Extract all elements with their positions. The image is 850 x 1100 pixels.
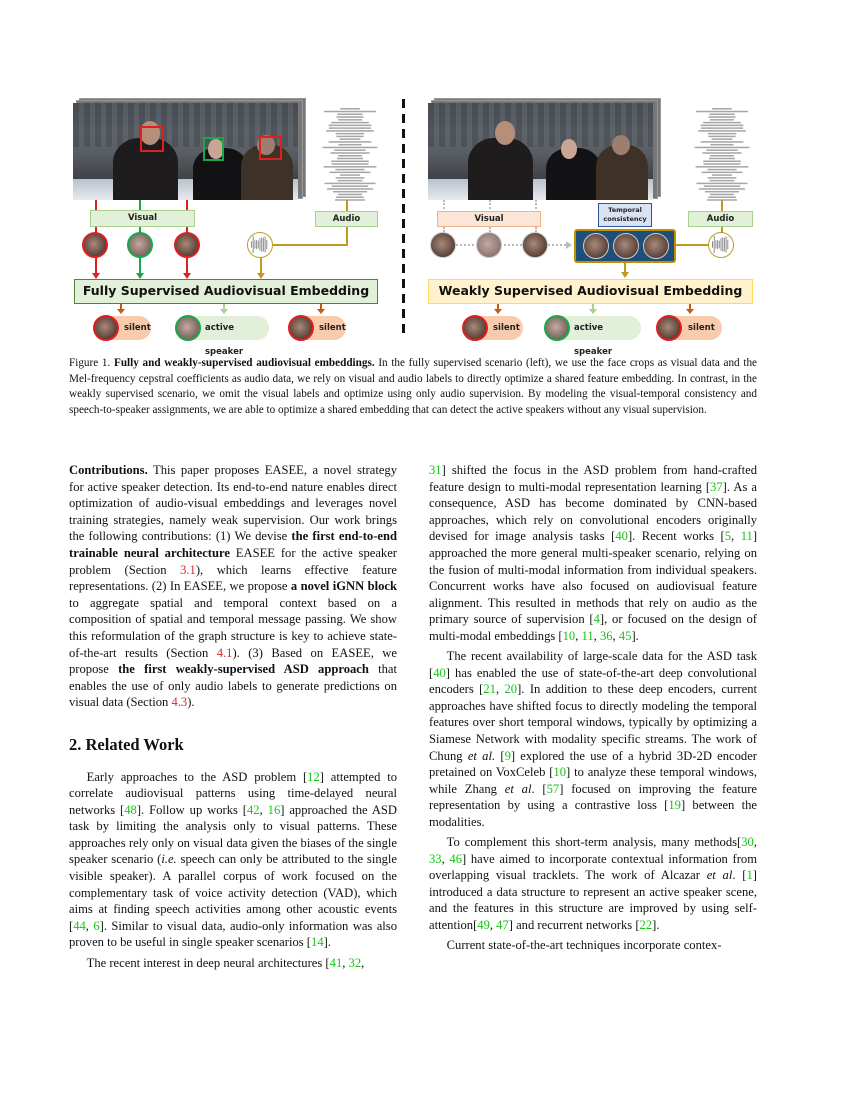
citation-link[interactable]: 10 [562,628,576,643]
face-crop-active [127,232,153,258]
citation-link[interactable]: 10 [553,765,567,780]
text-run: ] attempted to correlate audiovisual patterns using time-delayed neural networks [ [69,769,397,817]
paragraph [429,834,757,934]
waveform-bar [336,196,364,198]
waveform-bar [710,155,734,157]
text-run: ]. [652,918,660,933]
waveform-bar [338,194,362,196]
text-run: The recent availability of large-scale data for the ASD task [ [429,649,757,680]
waveform-bar [703,161,741,163]
waveform-bar [708,177,737,179]
text-run: , [259,802,268,817]
bold-text: Contributions. [69,463,148,477]
bold-text: the first end-to-end trainable neural architecture [69,529,397,560]
output-active-speaker: active speaker [546,316,641,340]
output-silent: silent [95,316,151,340]
waveform-bar [340,138,361,140]
waveform-bar [696,166,749,168]
section-heading: 2. Related Work [69,734,184,754]
audio-label: Audio [315,211,378,227]
italic-text: et al [504,781,532,796]
waveform-bar [323,147,378,149]
waveform-bar [709,116,736,118]
waveform-bar [327,188,373,190]
waveform-bar [337,158,363,160]
citation-link[interactable]: 37 [710,479,723,494]
text-run: ]. Follow up works [ [136,802,247,817]
waveform-bar [260,238,261,250]
text-run: ] have aimed to incorporate contextual information from overlapping visual tracklets. The work of Alcazar [429,851,757,883]
face-box-silent [140,126,164,152]
text-run: ] introduced a data structure to represent an active speaker scene, and the features in this structure are improved by using self-attention[ [429,868,757,933]
waveform-bar [714,236,715,253]
citation-link[interactable]: 46 [449,851,463,866]
waveform-bar [708,196,736,198]
waveform-bar [712,108,732,110]
output-silent: silent [290,316,346,340]
waveform-bar [330,152,369,154]
citation-link[interactable]: 1 [746,868,753,883]
text-run: ]. [323,935,331,950]
text-run: , [731,529,741,544]
waveform-bar [256,240,257,249]
citation-link[interactable]: 57 [546,781,560,796]
citation-link[interactable]: 47 [496,918,509,933]
text-run: ]. In addition to these deep encoders, current approaches have shifted focus to directly modeling the temporal features over short temporal windows, typically by optimizing a Siamese Network with modality specific streams. The work of Chung [429,682,757,763]
citation-link[interactable]: 11 [581,628,594,643]
fully-supervised-embedding: Fully Supervised Audiovisual Embedding [74,279,378,304]
face-crop-silent [82,232,108,258]
waveform-bar [710,194,734,196]
waveform-bar [707,169,736,171]
waveform-bar [325,183,376,185]
bold-text: a novel iGNN block [290,579,397,594]
waveform-bar [695,147,750,149]
output-silent: silent [658,316,722,340]
italic-text: et al [706,868,733,883]
audio-waveform [322,108,378,202]
face-box-active [203,137,224,161]
face-box-silent [259,136,282,160]
citation-link[interactable]: 41 [329,955,343,970]
citation-link[interactable]: 16 [267,802,281,817]
citation-link[interactable]: 11 [740,529,753,544]
waveform-bar [335,169,364,171]
text-run: ] to analyze these temporal windows, while Zhang [429,765,757,796]
paragraph [69,769,397,952]
waveform-bar [324,111,376,113]
waveform-bar [703,122,741,124]
text-run: ], or focused on the design of multi-modal embeddings [ [429,612,757,643]
text-run: ] approached the more general multi-speaker scenario, relying on the fusion of multi-modal information from individual speakers. Concurrent works have also focused on audiovisual feature alignment. This resulted in methods that rely on audio as the primary source of supervision [ [429,529,758,627]
waveform-bar [337,136,364,138]
waveform-bar [717,240,718,249]
waveform-bar [719,241,720,249]
paragraph [429,937,757,954]
waveform-bar [721,238,722,250]
paragraph [69,955,397,972]
italic-text: et al. [467,748,496,763]
waveform-bar [726,237,727,253]
text-run: The recent interest in deep neural architectures [ [86,955,330,970]
citation-link[interactable]: 36 [599,628,613,643]
waveform-bar [326,130,374,132]
waveform-bar [697,183,748,185]
waveform-bar [712,138,733,140]
waveform-bar [724,238,725,252]
waveform-bar [329,141,372,143]
waveform-bar [701,125,744,127]
output-active-speaker: active speaker [177,316,269,340]
waveform-bar [705,191,739,193]
text-run: , [612,628,619,643]
waveform-bar [710,180,735,182]
section-link[interactable]: 4.3 [171,695,188,710]
text-run: EASEE for the active speaker problem (Section [69,545,398,577]
audio-waveform [694,108,750,202]
text-run: ), which learns effective feature representations. (2) In EASEE, we propose [69,562,397,594]
citation-link[interactable]: 20 [504,682,518,697]
waveform-bar [329,125,372,127]
citation-link[interactable]: 14 [311,935,324,950]
text-run: , [342,955,349,970]
text-run: that enables the use of only audio labels to generate predictions on visual data (Section [69,662,397,710]
text-run: To complement this short-term analysis, many methods[ [446,835,742,850]
waveform-bar [712,241,713,247]
arrow-icon [621,272,629,278]
text-run: , [441,851,450,866]
section-link[interactable]: 3.1 [180,562,196,577]
text-run: ]. As a consequence, ASD has become dominated by CNN-based approaches, which rely on convolutional encoders originally devised for image analysis tasks [ [429,479,757,544]
waveform-bar [263,238,264,252]
arrow-icon [494,309,502,314]
arrow-icon [589,309,597,314]
waveform-bar [699,188,745,190]
citation-link[interactable]: 48 [124,802,137,817]
waveform-bar [265,237,266,253]
face-crop [522,232,548,258]
section-link[interactable]: 4.1 [216,645,233,660]
citation-link[interactable]: 40 [615,529,628,544]
waveform-bar [696,111,748,113]
citation-link[interactable]: 5 [724,529,732,544]
waveform-bar [712,174,732,176]
paragraph [429,648,757,831]
arrow-icon [220,309,228,314]
text-run: ]. Recent works [ [627,529,725,544]
bold-text: Fully and weakly-supervised audiovisual embeddings. [113,357,375,369]
visual-label: Visual [90,210,195,227]
citation-link[interactable]: 22 [639,918,653,933]
text-run: , [495,682,505,697]
waveform-bar [709,136,736,138]
waveform-bar [329,127,371,129]
waveform-bar [340,108,360,110]
waveform-bar [251,241,252,247]
text-run: ). [187,695,195,710]
text-run: In the fully supervised scenario (left), we use the face crops as visual data and the Mel-frequency cepstral coefficients as audio data, we rely on visual and audio labels to directly optimize a shared feature embedding. In contrast, in the weakly supervised scenario, we omit the visual labels and optimize using only audio supervision. By modeling the visual-temporal consistency and speech-to-speaker assignments, we are able to optimize a shared embedding that can detect the active speakers without any visual supervision. [69,357,758,416]
waveform-bar [329,172,370,174]
waveform-bar [338,144,361,146]
waveform-bar [261,237,262,251]
waveform-bar [701,172,742,174]
waveform-bar [254,240,255,248]
citation-link[interactable]: 6 [93,918,100,933]
contributions-paragraph [69,462,397,711]
text-run: . [ [732,868,747,883]
waveform-bar [331,161,369,163]
waveform-bar [332,185,368,187]
waveform-bar [324,166,377,168]
face-crop-silent [174,232,200,258]
waveform-bar [715,240,716,248]
waveform-bar [710,119,734,121]
citation-link[interactable]: 19 [668,798,681,813]
text-run: to aggregate spatial and temporal context based on a composition of spatial and temporal message passing. We show this reformulation of the graph structure is key to achieve state-of-the-art results (Section [69,595,397,660]
text-run: , [361,955,365,970]
text-run: speech can only be attributed to the single visible speaker). A parallel corpus of work focused on the complementary task of voice activity detection (VAD), which aims at finding speech activities among other acoustic events [ [69,852,398,933]
text-run: This paper proposes EASEE, a novel strategy for active speaker detection. Its end-to-end nature enables direct optimization of audio-visual embeddings and leverages novel training strategies, namely weak supervision. Our work brings the following contributions: (1) We devise [69,463,397,544]
waveform-bar [727,240,728,249]
waveform-bar [338,155,362,157]
text-run: [ [495,748,505,763]
text-run: ] between the modalities. [429,798,757,829]
temporal-link [456,244,566,246]
temporal-face-group [574,229,676,263]
text-run: , [489,918,497,933]
citation-link[interactable]: 32 [348,955,362,970]
text-run: ). (3) Based on EASEE, we propose [69,645,397,677]
text-run: , [753,835,757,850]
citation-link[interactable]: 9 [504,748,511,763]
text-run: Early approaches to the ASD problem [ [86,769,308,784]
visual-label: Visual [437,211,541,227]
arrow-icon [566,241,572,249]
audio-clip-icon [708,232,734,258]
panel-divider [402,99,405,337]
text-run: , [593,628,600,643]
citation-link[interactable]: 44 [73,918,86,933]
weakly-supervised-embedding: Weakly Supervised Audiovisual Embedding [428,279,753,304]
waveform-bar [701,127,743,129]
citation-link[interactable]: 45 [618,628,632,643]
citation-link[interactable]: 33 [429,851,442,866]
waveform-bar [331,122,369,124]
waveform-bar [334,149,365,151]
left-column [69,462,397,971]
right-column [429,462,757,954]
face-crop [430,232,456,258]
figure-caption [69,356,757,418]
output-silent: silent [464,316,523,340]
text-run: ] approached the ASD task by limiting the analysis only to visual patterns. These approaches rely only on visual data given the biases of the single speaker scenario ( [69,802,398,867]
waveform-bar [338,119,362,121]
citation-link[interactable]: 30 [741,835,754,850]
waveform-bar [710,144,733,146]
waveform-bar [333,191,367,193]
italic-text: i.e. [161,852,177,867]
waveform-bar [331,163,368,165]
citation-link[interactable]: 42 [247,802,260,817]
text-run: ]. [631,628,639,643]
waveform-bar [709,158,735,160]
waveform-bar [708,133,736,135]
citation-link[interactable]: 40 [433,665,446,680]
text-run: ] focused on improving the feature representation by using a contrastive loss [ [429,781,757,813]
text-run: Current state-of-the-art techniques incorporate contex- [446,938,722,953]
citation-link[interactable]: 21 [483,682,496,697]
text-run: ] shifted the focus in the ASD problem from hand-crafted feature design to multi-modal representation learning [ [429,463,757,494]
arrow-icon [117,309,125,314]
paragraph [429,462,757,645]
citation-link[interactable]: 4 [593,612,600,627]
citation-link[interactable]: 49 [477,918,490,933]
citation-link[interactable]: 12 [307,769,320,784]
waveform-bar [335,199,365,201]
waveform-bar [336,133,364,135]
waveform-bar [698,130,746,132]
waveform-bar [706,149,737,151]
waveform-bar [709,114,734,116]
waveform-bar [722,237,723,251]
arrow-icon [317,309,325,314]
waveform-bar [703,163,740,165]
text-run: , [85,918,94,933]
temporal-consistency-label: Temporal consistency [598,203,652,227]
waveform-bar [337,116,364,118]
waveform-bar [336,177,365,179]
audio-connector [272,244,348,246]
text-run: , [575,628,582,643]
arrow-icon [686,309,694,314]
face-crop [476,232,502,258]
waveform-bar [253,236,254,253]
text-run: ]. Similar to visual data, audio-only information was also proven to be useful in single speaker scenarios [ [69,918,397,950]
waveform-bar [266,240,267,249]
waveform-bar [338,180,363,182]
waveform-bar [704,185,740,187]
text-run: Figure 1. [69,357,114,369]
citation-link[interactable]: 31 [429,463,442,477]
text-run: . [ [531,781,547,796]
audio-label: Audio [688,211,753,227]
waveform-bar [701,141,744,143]
text-run: ] explored the use of a hybrid 3D-2D encoder pretained on VoxCeleb [ [429,748,758,780]
bold-text: the first weakly-supervised ASD approach [118,662,369,677]
video-frame [428,103,653,200]
text-run: ] and recurrent networks [ [508,918,640,933]
waveform-bar [340,174,360,176]
waveform-bar [258,241,259,249]
waveform-bar [337,114,362,116]
audio-clip-icon [247,232,273,258]
text-run: ] has enabled the use of state-of-the-art deep convolutional encoders [ [429,665,757,697]
waveform-bar [702,152,741,154]
